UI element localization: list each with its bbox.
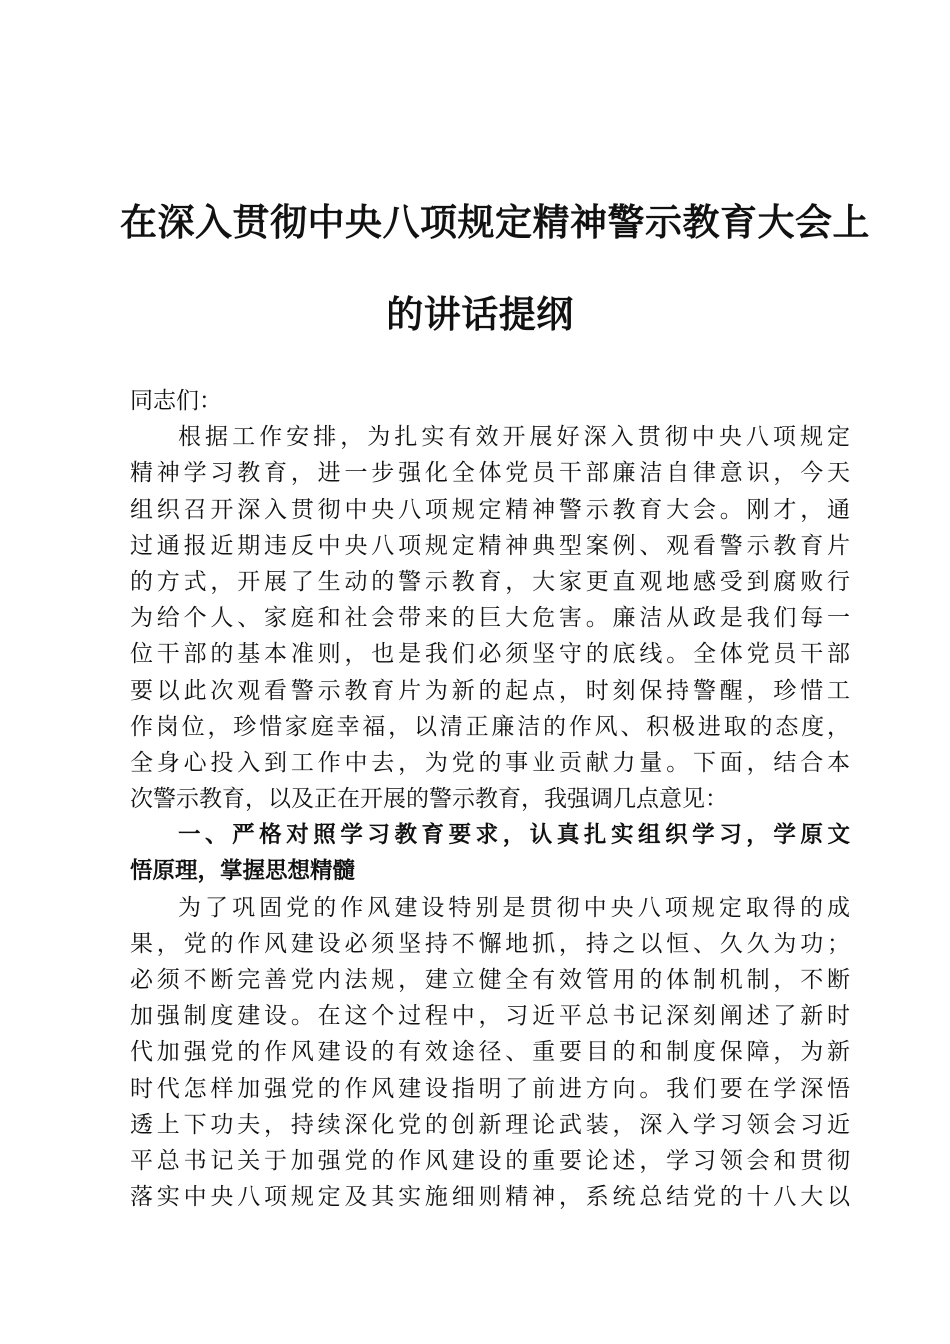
paragraph-line: 精神学习教育，进一步强化全体党员干部廉洁自律意识，今天 bbox=[130, 460, 850, 487]
document-body bbox=[130, 383, 850, 1215]
paragraph-line: 落实中央八项规定及其实施细则精神，系统总结党的十八大以 bbox=[130, 1184, 850, 1211]
paragraph-line: 果，党的作风建设必须坚持不懈地抓，持之以恒、久久为功； bbox=[130, 930, 850, 957]
paragraph-line: 必须不断完善党内法规，建立健全有效管用的体制机制，不断 bbox=[130, 967, 850, 993]
paragraph-2 bbox=[130, 890, 850, 1216]
paragraph-line: 作岗位，珍惜家庭幸福，以清正廉洁的作风、积极进取的态度， bbox=[130, 713, 850, 740]
paragraph-line: 透上下功夫，持续深化党的创新理论武装，深入学习领会习近 bbox=[130, 1111, 850, 1138]
paragraph-line: 要以此次观看警示教育片为新的起点，时刻保持警醒，珍惜工 bbox=[130, 677, 850, 704]
paragraph-1 bbox=[130, 419, 850, 817]
document-title-line-2: 的讲话提纲 bbox=[386, 292, 574, 336]
paragraph-line: 代加强党的作风建设的有效途径、重要目的和制度保障，为新 bbox=[130, 1039, 850, 1066]
section-heading-1 bbox=[130, 817, 850, 889]
heading-line: 一、严格对照学习教育要求，认真扎实组织学习，学原文 bbox=[178, 822, 850, 849]
paragraph-line: 次警示教育，以及正在开展的警示教育，我强调几点意见： bbox=[130, 786, 728, 813]
paragraph-line: 根据工作安排，为扎实有效开展好深入贯彻中央八项规定 bbox=[178, 424, 850, 451]
document-title-line-1: 在深入贯彻中央八项规定精神警示教育大会上 bbox=[120, 200, 870, 244]
paragraph-line: 位干部的基本准则，也是我们必须坚守的底线。全体党员干部 bbox=[130, 641, 850, 668]
salutation: 同志们： bbox=[130, 388, 222, 414]
paragraph-line: 为给个人、家庭和社会带来的巨大危害。廉洁从政是我们每一 bbox=[130, 605, 850, 632]
heading-line: 悟原理，掌握思想精髓 bbox=[130, 858, 356, 885]
paragraph-line: 组织召开深入贯彻中央八项规定精神警示教育大会。刚才，通 bbox=[130, 496, 850, 523]
paragraph-line: 为了巩固党的作风建设特别是贯彻中央八项规定取得的成 bbox=[178, 894, 850, 921]
paragraph-line: 过通报近期违反中央八项规定精神典型案例、观看警示教育片 bbox=[130, 532, 850, 559]
paragraph-line: 加强制度建设。在这个过程中，习近平总书记深刻阐述了新时 bbox=[130, 1003, 850, 1030]
paragraph-line: 时代怎样加强党的作风建设指明了前进方向。我们要在学深悟 bbox=[130, 1075, 850, 1102]
paragraph-line: 平总书记关于加强党的作风建设的重要论述，学习领会和贯彻 bbox=[130, 1147, 850, 1174]
paragraph-line: 全身心投入到工作中去，为党的事业贡献力量。下面，结合本 bbox=[130, 749, 850, 776]
paragraph-line: 的方式，开展了生动的警示教育，大家更直观地感受到腐败行 bbox=[130, 568, 850, 595]
